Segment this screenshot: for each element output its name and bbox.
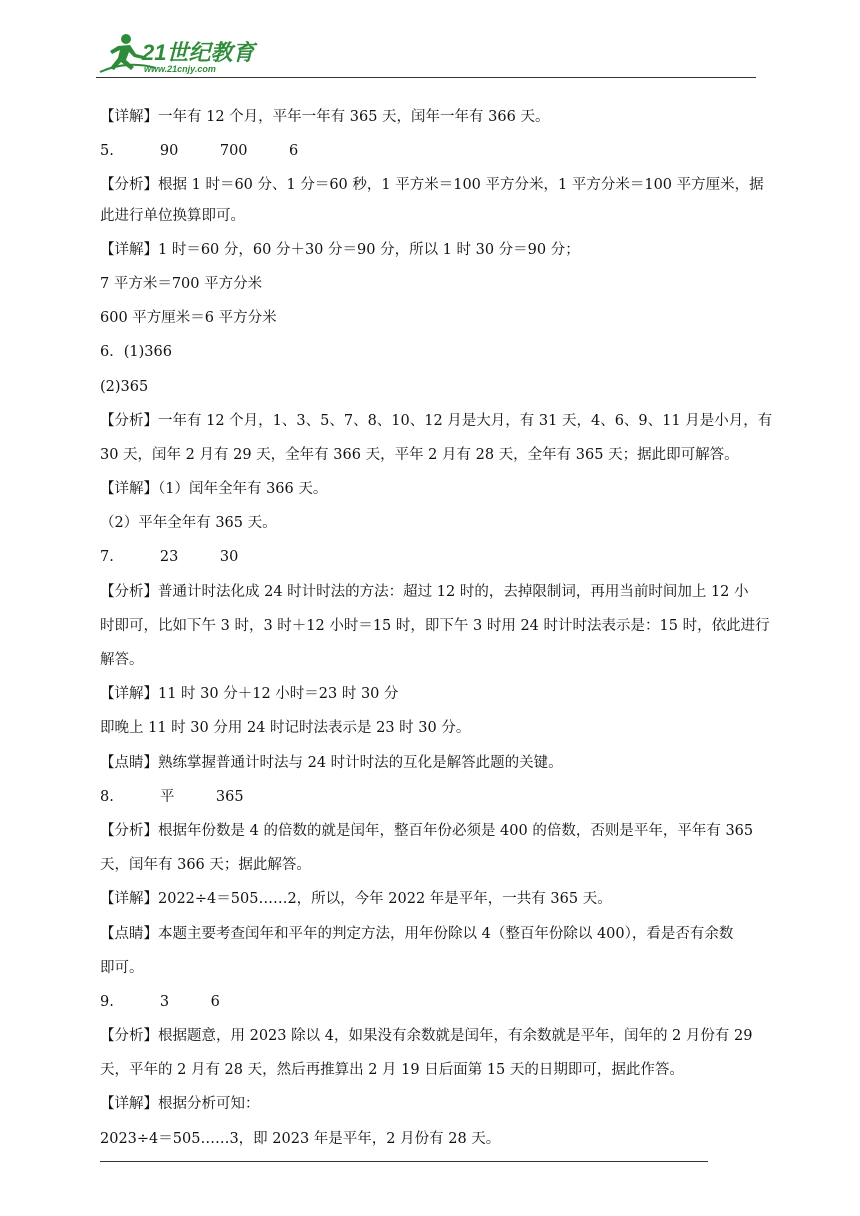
text-line: 600 平方厘米＝6 平方分米	[100, 310, 277, 327]
text-line: 此进行单位换算即可。	[100, 207, 245, 224]
text-line: 【详解】1 时＝60 分，60 分＋30 分＝90 分，所以 1 时 30 分＝90 分；	[100, 241, 580, 258]
text-line: 【详解】11 时 30 分＋12 小时＝23 时 30 分	[100, 686, 399, 703]
answer-line: (2)365	[100, 378, 149, 395]
text-line: 【详解】根据分析可知：	[100, 1096, 260, 1113]
text-line: （2）平年全年有 365 天。	[100, 515, 277, 532]
text-line: 【分析】根据年份数是 4 的倍数的就是闰年，整百年份必须是 400 的倍数，否则是平年，平年有 365	[100, 822, 754, 839]
text-line: 【分析】根据 1 时＝60 分、1 分＝60 秒，1 平方米＝100 平方分米，1 平方分米＝100 平方厘米，据	[100, 177, 764, 194]
answer-line: 7. 23 30	[100, 549, 239, 566]
text-line: 即可。	[100, 959, 144, 976]
answer-content	[100, 100, 773, 1156]
logo-text: 21世纪教育	[142, 40, 255, 65]
text-line: 【分析】根据题意，用 2023 除以 4，如果没有余数就是闰年，有余数就是平年，闰年的 2 月份有 29	[100, 1028, 753, 1045]
answer-line: 5. 90 700 6	[100, 143, 299, 160]
text-line: 【详解】一年有 12 个月，平年一年有 365 天，闰年一年有 366 天。	[100, 109, 550, 125]
text-line: 解答。	[100, 652, 144, 668]
text-line: 时即可，比如下午 3 时，3 时＋12 小时＝15 时，即下午 3 时用 24 时计时法表示是：15 时，依此进行	[100, 617, 770, 634]
text-line: 天，闰年有 366 天；据此解答。	[100, 857, 311, 874]
text-line: 天，平年的 2 月有 28 天，然后再推算出 2 月 19 日后面第 15 天的日期即可，据此作答。	[100, 1062, 684, 1079]
text-line: 【分析】普通计时法化成 24 时计时法的方法：超过 12 时的，去掉限制词，再用当前时间加上 12 小	[100, 583, 749, 600]
logo-url: www.21cnjy.com	[144, 64, 216, 74]
answer-line: 6．(1)366	[100, 344, 172, 361]
answer-line: 9. 3 6	[100, 993, 220, 1010]
text-line: 7 平方米＝700 平方分米	[100, 275, 263, 292]
text-line: 【分析】一年有 12 个月，1、3、5、7、8、10、12 月是大月，有 31 天，4、6、9、11 月是小月，有	[100, 412, 773, 429]
logo	[96, 30, 266, 76]
text-line: 即晚上 11 时 30 分用 24 时记时法表示是 23 时 30 分。	[100, 720, 471, 737]
header-divider	[96, 77, 756, 78]
text-line: 30 天，闰年 2 月有 29 天，全年有 366 天，平年 2 月有 28 天，全年有 365 天；据此即可解答。	[100, 446, 739, 463]
text-line: 【点睛】熟练掌握普通计时法与 24 时计时法的互化是解答此题的关键。	[100, 754, 563, 771]
text-line: 2023÷4＝505……3，即 2023 年是平年，2 月份有 28 天。	[100, 1130, 501, 1147]
page-header	[96, 28, 756, 78]
answer-line: 8. 平 365	[100, 788, 244, 805]
text-line: 【详解】（1）闰年全年有 366 天。	[100, 481, 328, 498]
footer-divider	[100, 1161, 708, 1162]
text-line: 【点睛】本题主要考查闰年和平年的判定方法，用年份除以 4（整百年份除以 400），看是否有余数	[100, 925, 734, 942]
text-line: 【详解】2022÷4＝505……2，所以，今年 2022 年是平年，一共有 365 天。	[100, 891, 612, 908]
